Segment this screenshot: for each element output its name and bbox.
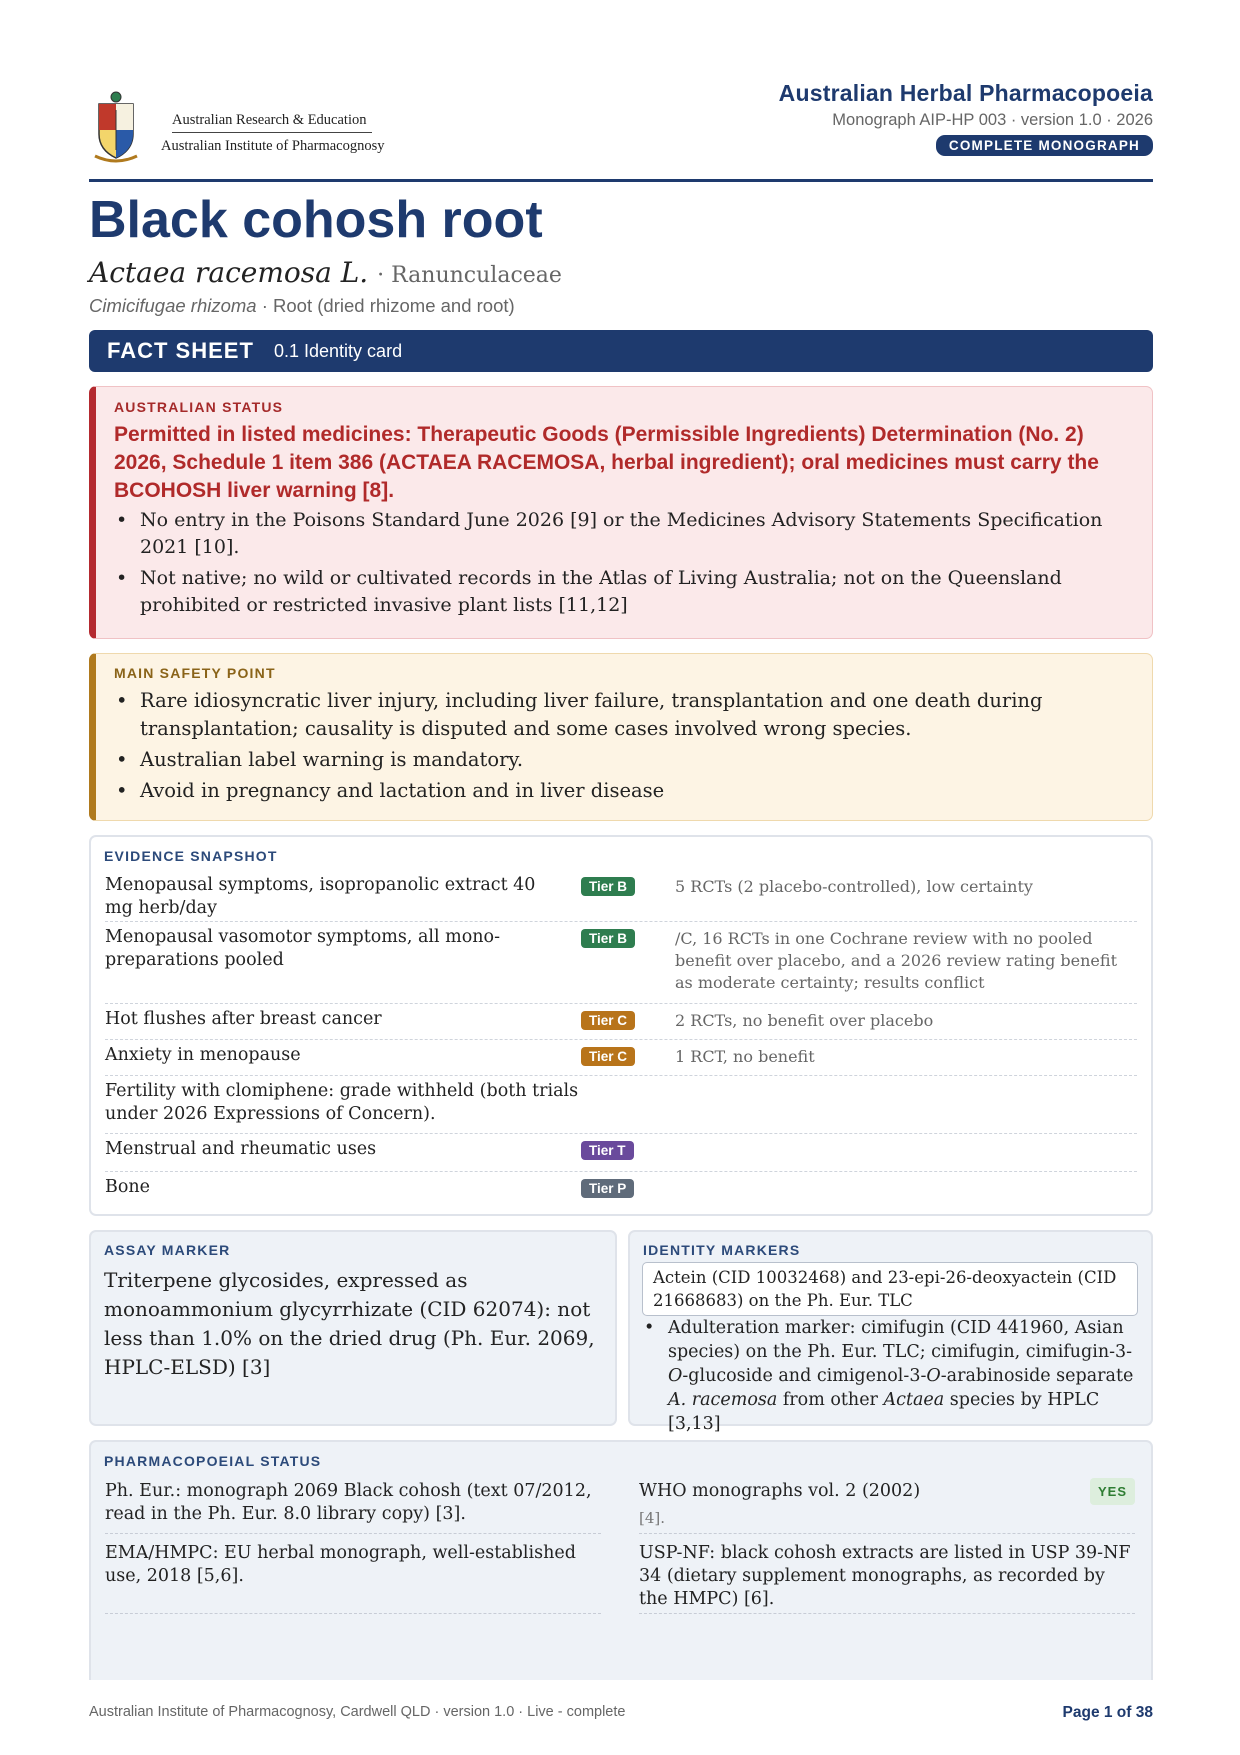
institute-logo bbox=[89, 80, 409, 170]
family-name: · Ranunculaceae bbox=[377, 263, 562, 288]
drug-latin-name: Cimicifugae rhizoma bbox=[89, 295, 257, 316]
identity-label: IDENTITY MARKERS bbox=[643, 1242, 801, 1258]
safety-card bbox=[89, 653, 1153, 821]
pharmacopoeial-status-card bbox=[89, 1440, 1153, 1680]
primary-marker: Actein (CID 10032468) and 23-epi-26-deoxyactein (CID 21668683) on the Ph. Eur. TLC bbox=[642, 1262, 1138, 1316]
text-segment: -glucoside and cimigenol-3- bbox=[682, 1366, 927, 1386]
status-list bbox=[114, 507, 1124, 623]
page-header bbox=[89, 68, 1153, 182]
table-row bbox=[105, 1040, 1137, 1076]
text-segment: -arabinoside separate bbox=[940, 1366, 1134, 1386]
page-number: Page 1 of 38 bbox=[1062, 1704, 1153, 1721]
assay-label: ASSAY MARKER bbox=[104, 1242, 231, 1258]
species-name: Actaea racemosa L. bbox=[89, 256, 369, 289]
text-segment: species by HPLC [3,13] bbox=[668, 1390, 1100, 1434]
drug-name bbox=[89, 295, 515, 317]
pharmacopoeia-ref: [4]. bbox=[639, 1509, 666, 1527]
publication-block bbox=[779, 80, 1153, 156]
table-row bbox=[105, 1172, 1137, 1208]
evidence-note: 2 RCTs, no benefit over placebo bbox=[675, 1011, 934, 1030]
evidence-label: EVIDENCE SNAPSHOT bbox=[104, 848, 278, 864]
crest-icon bbox=[93, 90, 139, 164]
text-segment: A. racemosa bbox=[668, 1390, 778, 1410]
evidence-condition: Bone bbox=[105, 1177, 151, 1197]
list-item bbox=[639, 1476, 1135, 1534]
tier-badge: Tier C bbox=[581, 1047, 635, 1066]
pharmacopoeial-label: PHARMACOPOEIAL STATUS bbox=[104, 1453, 322, 1469]
evidence-card bbox=[89, 835, 1153, 1216]
list-item: • Australian label warning is mandatory. bbox=[114, 746, 1124, 774]
text-segment: from other bbox=[777, 1390, 884, 1410]
table-row bbox=[105, 1134, 1137, 1172]
logo-line-1: Australian Research & Education bbox=[172, 112, 367, 128]
list-item: EMA/HMPC: EU herbal monograph, well-established use, 2018 [5,6]. bbox=[105, 1534, 601, 1614]
fact-sheet-label: FACT SHEET bbox=[107, 338, 254, 363]
text-segment: O bbox=[668, 1366, 683, 1386]
australian-status-card bbox=[89, 386, 1153, 639]
publication-title: Australian Herbal Pharmacopoeia bbox=[778, 80, 1153, 106]
botanical-name bbox=[89, 256, 562, 289]
status-badge: COMPLETE MONOGRAPH bbox=[936, 135, 1153, 156]
status-headline: Permitted in listed medicines: Therapeutic Goods (Permissible Ingredients) Determination (No. 2) 2026, Schedule 1 item 386 (ACTAEA RACEMOSA, herbal ingredient); oral medicines must carry the BCOHOSH liver warning [8]. bbox=[114, 423, 1099, 502]
list-item: USP-NF: black cohosh extracts are listed in USP 39-NF 34 (dietary supplement monographs, as recorded by the HMPC) [6]. bbox=[639, 1534, 1135, 1614]
footer-text: Australian Institute of Pharmacognosy, Cardwell QLD · version 1.0 · Live - complete bbox=[89, 1704, 626, 1720]
safety-label: MAIN SAFETY POINT bbox=[114, 665, 276, 681]
list-item: • Not native; no wild or cultivated records in the Atlas of Living Australia; not on the Queensland prohibited or restricted invasive plant lists [11,12] bbox=[114, 565, 1124, 619]
table-row bbox=[105, 1076, 1137, 1134]
page-title: Black cohosh root bbox=[89, 191, 543, 249]
list-item: • Rare idiosyncratic liver injury, including liver failure, transplantation and one death during transplantation; causality is disputed and some cases involved wrong species. bbox=[114, 687, 1124, 743]
identity-list bbox=[642, 1316, 1138, 1436]
identity-markers-card bbox=[628, 1230, 1153, 1434]
assay-text: Triterpene glycosides, expressed as monoammonium glycyrrhizate (CID 62074): not less than 1.0% on the dried drug (Ph. Eur. 2069, HPLC-ELSD) [3] bbox=[104, 1268, 595, 1379]
status-label: AUSTRALIAN STATUS bbox=[114, 399, 284, 415]
safety-list bbox=[114, 687, 1124, 808]
yes-badge: YES bbox=[1090, 1478, 1135, 1505]
table-row bbox=[105, 1004, 1137, 1040]
evidence-condition: Anxiety in menopause bbox=[105, 1045, 301, 1065]
list-item bbox=[642, 1316, 1138, 1436]
evidence-condition: Menstrual and rheumatic uses bbox=[105, 1139, 377, 1159]
evidence-condition: Hot flushes after breast cancer bbox=[105, 1009, 382, 1029]
tier-badge: Tier B bbox=[581, 877, 635, 896]
text-segment: Actaea bbox=[883, 1390, 945, 1410]
evidence-condition: Menopausal vasomotor symptoms, all mono-preparations pooled bbox=[105, 927, 500, 970]
evidence-note: /C, 16 RCTs in one Cochrane review with no pooled benefit over placebo, and a 2026 review rating benefit as moderate certainty; results conflict bbox=[675, 929, 1117, 992]
list-item: • No entry in the Poisons Standard June 2026 [9] or the Medicines Advisory Statements Specification 2021 [10]. bbox=[114, 507, 1124, 561]
assay-marker-card bbox=[89, 1230, 617, 1426]
evidence-condition: Menopausal symptoms, isopropanolic extract 40 mg herb/day bbox=[105, 875, 536, 918]
evidence-table bbox=[105, 870, 1137, 1208]
header-divider bbox=[89, 179, 1153, 182]
text-segment: O bbox=[926, 1366, 941, 1386]
tier-badge: Tier B bbox=[581, 929, 635, 948]
drug-part: · Root (dried rhizome and root) bbox=[261, 295, 515, 316]
pharmacopoeia-entry: WHO monographs vol. 2 (2002) bbox=[639, 1481, 921, 1501]
tier-badge: Tier C bbox=[581, 1011, 635, 1030]
tier-badge: Tier T bbox=[581, 1141, 634, 1160]
logo-line-2: Australian Institute of Pharmacognosy bbox=[161, 138, 385, 154]
evidence-condition: Fertility with clomiphene: grade withheld (both trials under 2026 Expressions of Concern). bbox=[105, 1081, 579, 1124]
table-row bbox=[105, 922, 1137, 1004]
list-item: Ph. Eur.: monograph 2069 Black cohosh (text 07/2012, read in the Ph. Eur. 8.0 library copy) [3]. bbox=[105, 1476, 601, 1534]
evidence-note: 5 RCTs (2 placebo-controlled), low certainty bbox=[675, 877, 1033, 896]
table-row bbox=[105, 870, 1137, 922]
tier-badge: Tier P bbox=[581, 1179, 634, 1198]
text-segment: Adulteration marker: cimifugin (CID 441960, Asian species) on the Ph. Eur. TLC; cimifugin, cimifugin-3- bbox=[668, 1318, 1133, 1362]
fact-sheet-bar bbox=[89, 330, 1153, 372]
page-footer bbox=[89, 1704, 1153, 1720]
section-label: 0.1 Identity card bbox=[274, 341, 403, 361]
pharmacopoeia-left-column bbox=[105, 1476, 601, 1614]
monograph-id: Monograph AIP-HP 003 · version 1.0 · 2026 bbox=[832, 111, 1153, 129]
evidence-note: 1 RCT, no benefit bbox=[675, 1047, 815, 1066]
list-item: • Avoid in pregnancy and lactation and in liver disease bbox=[114, 777, 1124, 805]
pharmacopoeia-right-column bbox=[639, 1476, 1135, 1614]
logo-rule bbox=[172, 132, 372, 133]
